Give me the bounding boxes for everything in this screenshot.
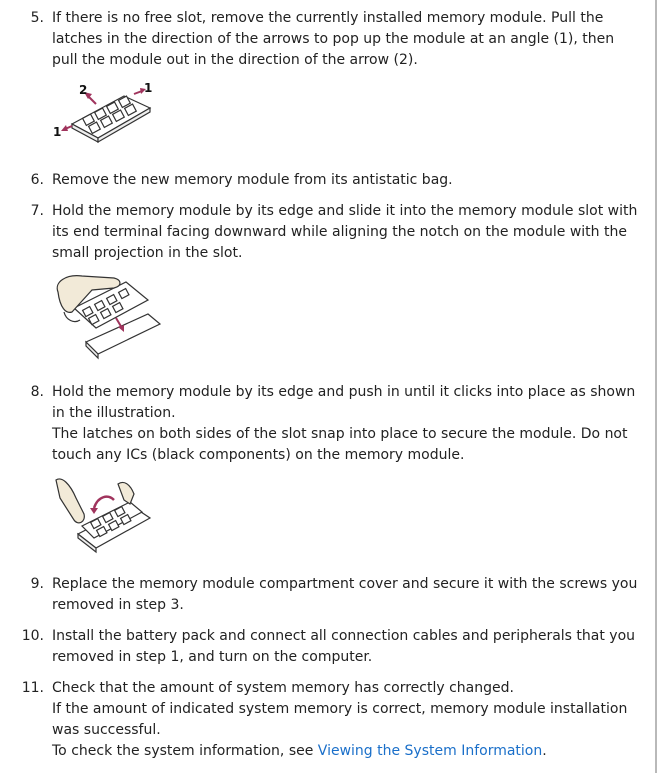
memory-module-push-illustration xyxy=(52,474,156,554)
figure-label-1b: 1 xyxy=(53,125,62,139)
step-number: 9. xyxy=(30,576,44,592)
figure-label-2: 2 xyxy=(79,83,88,97)
figure-label-1: 1 xyxy=(144,81,153,95)
step-text-link-line xyxy=(52,741,640,762)
step-text: Remove the new memory module from its antistatic bag. xyxy=(52,172,453,188)
step-text: Replace the memory module compartment cover and secure it with the screws you removed in step 3. xyxy=(52,576,638,613)
step-text: Hold the memory module by its edge and slide it into the memory module slot with its end terminal facing downward while aligning the notch on the module with the small projection in the slot. xyxy=(52,203,638,261)
link-prefix: To check the system information, see xyxy=(52,743,318,759)
step-number: 6. xyxy=(30,172,44,188)
step-number: 8. xyxy=(30,384,44,400)
step-text: If there is no free slot, remove the currently installed memory module. Pull the latches in the direction of the arrows to pop up the module at an angle (1), then pull the module out in the direction of the arrow (2). xyxy=(52,10,615,68)
step-text-note: The latches on both sides of the slot snap into place to secure the module. Do not touch any ICs (black components) on the memory module. xyxy=(52,426,628,463)
memory-module-removal-illustration xyxy=(52,80,162,152)
memory-module-insert-illustration xyxy=(52,272,164,362)
step-text: Hold the memory module by its edge and push in until it clicks into place as shown in the illustration. xyxy=(52,384,636,421)
step-number: 5. xyxy=(30,10,44,26)
step-text-result: If the amount of indicated system memory is correct, memory module installation was successful. xyxy=(52,701,628,738)
step-text: Install the battery pack and connect all connection cables and peripherals that you removed in step 1, and turn on the computer. xyxy=(52,628,636,665)
step-number: 7. xyxy=(30,203,44,219)
step-text: Check that the amount of system memory has correctly changed. xyxy=(52,680,514,696)
viewing-system-information-link[interactable]: Viewing the System Information xyxy=(317,743,543,759)
link-suffix: . xyxy=(542,743,547,759)
step-number: 11. xyxy=(21,680,44,696)
step-number: 10. xyxy=(21,628,44,644)
